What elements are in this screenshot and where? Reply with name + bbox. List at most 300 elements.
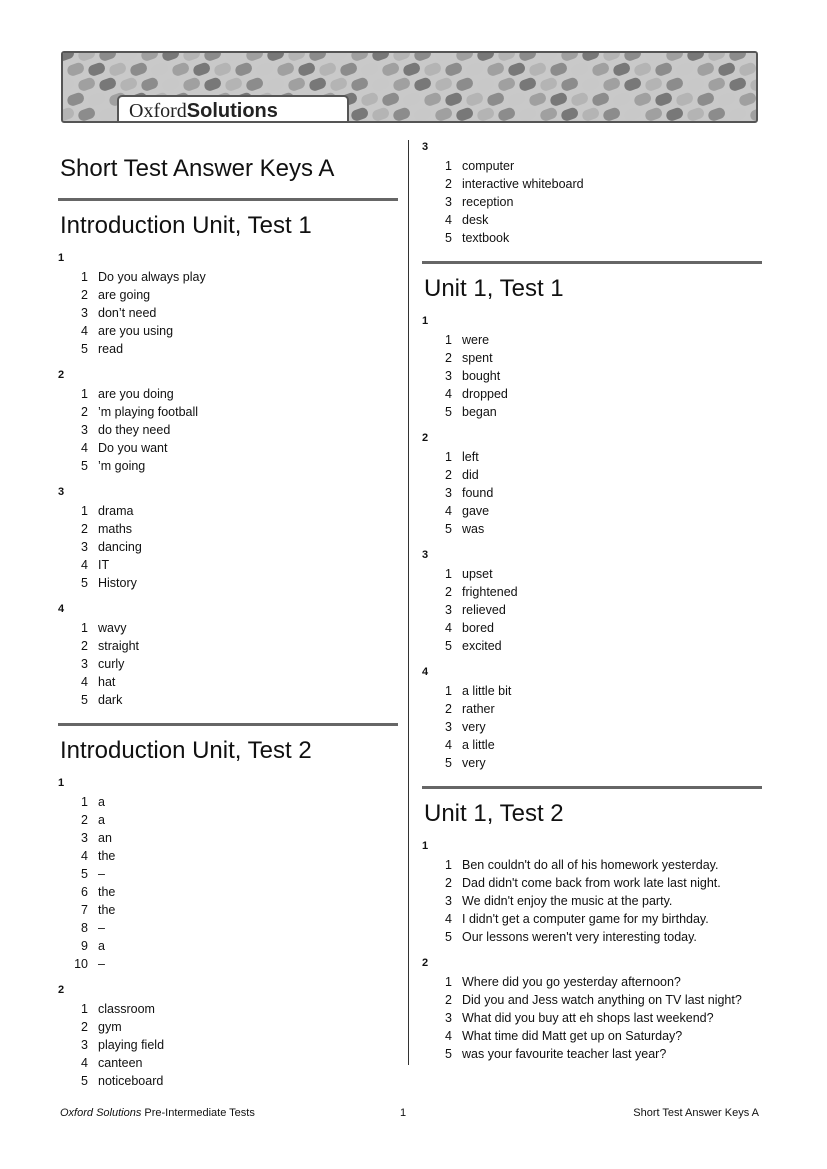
banner-pill: [581, 53, 601, 62]
banner-pill: [381, 61, 401, 77]
answer-item: [58, 937, 398, 955]
banner-pill: [308, 76, 328, 92]
answer-item: [58, 811, 398, 829]
banner-pill: [308, 53, 328, 62]
banner-pill: [192, 61, 212, 77]
answer-list: [422, 973, 762, 1063]
answer-text: a little: [462, 738, 495, 752]
answer-item: [422, 991, 762, 1009]
answer-text: left: [462, 450, 479, 464]
question-section: [422, 431, 762, 538]
question-section: [58, 368, 398, 475]
footer-book-title: [60, 1106, 255, 1120]
answer-number: 1: [445, 450, 452, 464]
answer-item: [58, 1018, 398, 1036]
banner-pill: [623, 106, 643, 122]
banner-pill: [350, 106, 370, 122]
answer-number: 5: [445, 756, 452, 770]
left-column: [58, 130, 398, 1090]
banner-pill: [140, 76, 160, 92]
banner-pill: [686, 106, 706, 122]
banner-pill: [560, 53, 580, 62]
banner-pill: [276, 61, 296, 77]
question-section: [422, 665, 762, 772]
answer-item: [422, 583, 762, 601]
banner-pill: [486, 61, 506, 77]
answer-text: do they need: [98, 423, 171, 437]
banner-pill: [749, 53, 758, 62]
right-units: [422, 261, 762, 1063]
answer-list: [422, 157, 762, 247]
question-section: [58, 602, 398, 709]
answer-item: [422, 892, 762, 910]
unit-heading: Unit 1, Test 2: [424, 800, 564, 827]
answer-item: [422, 601, 762, 619]
banner-pill: [644, 106, 664, 122]
banner-pill: [602, 53, 622, 62]
banner-pill: [119, 53, 139, 62]
banner-pill: [476, 106, 496, 122]
answer-text: an: [98, 831, 112, 845]
answer-item: [58, 574, 398, 592]
answer-number: 5: [445, 639, 452, 653]
answer-list: [422, 856, 762, 946]
footer-series: Oxford Solutions: [60, 1107, 142, 1119]
banner-pill: [129, 61, 149, 77]
answer-number: 2: [445, 993, 452, 1007]
answer-number: 3: [81, 1038, 88, 1052]
question-section: [422, 140, 762, 247]
answer-number: 8: [81, 921, 88, 935]
answer-number: 5: [81, 576, 88, 590]
answer-number: 1: [81, 504, 88, 518]
unit-heading: Unit 1, Test 1: [424, 275, 564, 302]
banner-pill: [224, 76, 244, 92]
banner-pill: [182, 76, 202, 92]
answer-number: 5: [445, 930, 452, 944]
banner-pill: [434, 53, 454, 62]
answer-item: [422, 928, 762, 946]
answer-number: 5: [81, 459, 88, 473]
answer-text: spent: [462, 351, 493, 365]
answer-item: [422, 682, 762, 700]
answer-number: 5: [81, 693, 88, 707]
banner-pill: [675, 61, 695, 77]
answer-number: 3: [445, 1011, 452, 1025]
banner-pill: [287, 76, 307, 92]
answer-number: 4: [81, 324, 88, 338]
answer-number: 2: [81, 639, 88, 653]
banner-pill: [297, 61, 317, 77]
left-units: [58, 198, 398, 1090]
banner-pill: [444, 91, 464, 107]
question-number: 2: [58, 984, 65, 996]
answer-text: the: [98, 849, 116, 863]
answer-text: don’t need: [98, 306, 157, 320]
banner-pill: [171, 61, 191, 77]
answer-number: 4: [445, 912, 452, 926]
banner-pill: [77, 53, 97, 62]
banner-pill: [371, 53, 391, 62]
answer-text: computer: [462, 159, 515, 173]
banner-pill: [686, 76, 706, 92]
answer-number: 5: [445, 231, 452, 245]
banner-pill: [360, 91, 380, 107]
answer-number: 4: [445, 387, 452, 401]
answer-item: [422, 1027, 762, 1045]
answer-item: [422, 175, 762, 193]
banner-pill: [476, 76, 496, 92]
answer-text: drama: [98, 504, 134, 518]
answer-number: 1: [81, 621, 88, 635]
banner-pill: [518, 76, 538, 92]
banner-pill: [686, 53, 706, 62]
answer-text: dark: [98, 693, 123, 707]
section-rule: [58, 198, 398, 201]
answer-item: [58, 1054, 398, 1072]
banner-pill: [255, 61, 275, 77]
banner-pill: [213, 61, 233, 77]
banner-pill: [707, 53, 727, 62]
banner-pill: [161, 53, 181, 62]
banner-pill: [696, 61, 716, 77]
answer-item: [58, 619, 398, 637]
answer-text: ’m playing football: [98, 405, 199, 419]
banner-pill: [423, 91, 443, 107]
footer-section-title: Short Test Answer Keys A: [633, 1107, 759, 1119]
banner-pill: [371, 76, 391, 92]
answer-item: [58, 286, 398, 304]
answer-number: 2: [445, 702, 452, 716]
banner-pill: [591, 91, 611, 107]
oxford-solutions-logo: [117, 95, 349, 123]
banner-pill: [161, 76, 181, 92]
answer-item: [58, 1072, 398, 1090]
banner-pill: [570, 91, 590, 107]
answer-text: canteen: [98, 1056, 143, 1070]
banner-pill: [549, 91, 569, 107]
answer-list: [58, 268, 398, 358]
banner-pill: [581, 76, 601, 92]
answer-item: [422, 973, 762, 991]
answer-text: What did you buy att eh shops last weekend?: [462, 1011, 714, 1025]
answer-item: [422, 736, 762, 754]
banner-pill: [455, 76, 475, 92]
banner-pill: [63, 106, 76, 122]
banner-pill: [245, 76, 265, 92]
answer-text: excited: [462, 639, 502, 653]
banner-pill: [182, 53, 202, 62]
answer-list: [58, 793, 398, 973]
answer-item: [58, 847, 398, 865]
answer-text: –: [98, 921, 105, 935]
answer-number: 3: [81, 657, 88, 671]
answer-text: Do you always play: [98, 270, 206, 284]
answer-text: are you using: [98, 324, 174, 338]
answer-number: 3: [81, 540, 88, 554]
banner-pill: [612, 61, 632, 77]
answer-item: [422, 229, 762, 247]
answer-number: 4: [81, 558, 88, 572]
answer-list: [58, 1000, 398, 1090]
answer-item: [422, 520, 762, 538]
banner-pill: [371, 106, 391, 122]
banner-pill: [539, 76, 559, 92]
answer-text: were: [462, 333, 490, 347]
banner-pill: [381, 91, 401, 107]
answer-item: [422, 874, 762, 892]
answer-text: Do you want: [98, 441, 168, 455]
answer-text: gym: [98, 1020, 122, 1034]
answer-text: Dad didn't come back from work late last night.: [462, 876, 721, 890]
banner-pill: [140, 53, 160, 62]
answer-text: maths: [98, 522, 133, 536]
answer-item: [58, 439, 398, 457]
answer-item: [58, 955, 398, 973]
answer-number: 1: [445, 333, 452, 347]
banner-pill: [329, 53, 349, 62]
continued-section: [422, 140, 762, 247]
banner-pill: [66, 91, 86, 107]
answer-item: [58, 538, 398, 556]
banner-pill: [455, 106, 475, 122]
answer-number: 1: [445, 567, 452, 581]
answer-list: [58, 502, 398, 592]
banner-pill: [455, 53, 475, 62]
answer-item: [58, 829, 398, 847]
question-number: 1: [422, 315, 429, 327]
answer-item: [422, 367, 762, 385]
banner-pill: [581, 106, 601, 122]
answer-number: 2: [81, 813, 88, 827]
answer-number: 4: [81, 675, 88, 689]
answer-number: 2: [81, 1020, 88, 1034]
answer-number: 3: [81, 423, 88, 437]
answer-text: bought: [462, 369, 501, 383]
answer-text: relieved: [462, 603, 506, 617]
answer-item: [422, 718, 762, 736]
answer-text: did: [462, 468, 479, 482]
answer-number: 2: [81, 288, 88, 302]
answer-item: [422, 700, 762, 718]
banner-pill: [665, 53, 685, 62]
answer-text: reception: [462, 195, 514, 209]
answer-number: 4: [81, 441, 88, 455]
banner-pill: [465, 91, 485, 107]
answer-text: read: [98, 342, 124, 356]
answer-item: [58, 673, 398, 691]
answer-text: IT: [98, 558, 110, 572]
banner-pill: [612, 91, 632, 107]
banner-pill: [203, 76, 223, 92]
answer-text: are you doing: [98, 387, 174, 401]
answer-item: [422, 484, 762, 502]
answer-item: [58, 883, 398, 901]
banner-pill: [108, 61, 128, 77]
banner-pill: [497, 76, 517, 92]
banner-pill: [87, 61, 107, 77]
answer-number: 2: [445, 468, 452, 482]
answer-item: [58, 901, 398, 919]
answer-number: 2: [445, 177, 452, 191]
logo-regular: Oxford: [129, 100, 187, 122]
banner-pill: [402, 91, 422, 107]
banner-pill: [497, 106, 517, 122]
banner-pill: [539, 53, 559, 62]
answer-text: ’m going: [98, 459, 146, 473]
answer-text: dancing: [98, 540, 142, 554]
answer-text: a: [98, 795, 105, 809]
answer-item: [58, 421, 398, 439]
banner-pill: [528, 91, 548, 107]
answer-item: [422, 385, 762, 403]
answer-text: gave: [462, 504, 490, 518]
answer-item: [58, 919, 398, 937]
answer-number: 4: [445, 213, 452, 227]
answer-text: wavy: [98, 621, 127, 635]
page-number: 1: [400, 1107, 407, 1119]
answer-number: 1: [81, 270, 88, 284]
answer-text: began: [462, 405, 497, 419]
banner-pill: [234, 61, 254, 77]
column-divider: [408, 140, 409, 1065]
banner-pill: [633, 61, 653, 77]
banner-pill: [245, 53, 265, 62]
answer-text: a: [98, 939, 105, 953]
banner-pill: [728, 76, 748, 92]
banner-pill: [87, 91, 107, 107]
banner-pill: [77, 106, 97, 122]
answer-number: 3: [445, 486, 452, 500]
unit-heading: Introduction Unit, Test 2: [60, 737, 312, 764]
banner-pill: [728, 53, 748, 62]
banner-pill: [602, 76, 622, 92]
banner-pill: [203, 53, 223, 62]
answer-text: upset: [462, 567, 493, 581]
answer-number: 5: [81, 867, 88, 881]
answer-list: [58, 619, 398, 709]
question-number: 3: [58, 486, 65, 498]
page-title: Short Test Answer Keys A: [60, 155, 335, 182]
banner-pill: [350, 76, 370, 92]
answer-list: [422, 331, 762, 421]
answer-item: [58, 637, 398, 655]
banner-pill: [528, 61, 548, 77]
banner-pill: [413, 106, 433, 122]
answer-text: We didn't enjoy the music at the party.: [462, 894, 673, 908]
answer-text: playing field: [98, 1038, 165, 1052]
answer-number: 2: [445, 585, 452, 599]
answer-item: [58, 556, 398, 574]
answer-text: classroom: [98, 1002, 155, 1016]
answer-item: [422, 619, 762, 637]
answer-item: [422, 565, 762, 583]
section-rule: [58, 723, 398, 726]
answer-text: bored: [462, 621, 494, 635]
banner-pill: [392, 76, 412, 92]
answer-text: curly: [98, 657, 125, 671]
header-banner: [61, 51, 758, 123]
answer-text: straight: [98, 639, 139, 653]
banner-pill: [350, 53, 370, 62]
question-number: 1: [422, 840, 429, 852]
answer-number: 3: [445, 720, 452, 734]
answer-item: [422, 637, 762, 655]
banner-pill: [476, 53, 496, 62]
question-section: [422, 548, 762, 655]
answer-text: desk: [462, 213, 489, 227]
banner-pill: [707, 106, 727, 122]
banner-pill: [119, 76, 139, 92]
banner-pill: [560, 76, 580, 92]
banner-pill: [360, 61, 380, 77]
banner-pill: [644, 76, 664, 92]
banner-pill: [654, 91, 674, 107]
banner-pill: [150, 61, 170, 77]
banner-pill: [266, 76, 286, 92]
question-number: 3: [422, 549, 429, 561]
answer-text: rather: [462, 702, 495, 716]
answer-item: [422, 448, 762, 466]
answer-number: 1: [445, 975, 452, 989]
answer-number: 2: [81, 405, 88, 419]
answer-item: [422, 349, 762, 367]
banner-pill: [560, 106, 580, 122]
answer-text: I didn't get a computer game for my birthday.: [462, 912, 709, 926]
question-number: 1: [58, 252, 65, 264]
banner-pill: [413, 76, 433, 92]
answer-item: [58, 403, 398, 421]
banner-pill: [392, 53, 412, 62]
answer-item: [422, 1009, 762, 1027]
answer-number: 1: [445, 858, 452, 872]
answer-number: 3: [445, 603, 452, 617]
answer-number: 3: [445, 894, 452, 908]
answer-number: 4: [81, 1056, 88, 1070]
answer-text: Where did you go yesterday afternoon?: [462, 975, 681, 989]
answer-number: 5: [445, 405, 452, 419]
answer-number: 2: [445, 351, 452, 365]
answer-number: 3: [445, 195, 452, 209]
answer-number: 6: [81, 885, 88, 899]
banner-pill: [486, 91, 506, 107]
logo-bold: Solutions: [186, 100, 278, 122]
banner-pill: [728, 106, 748, 122]
answer-text: History: [98, 576, 137, 590]
banner-pill: [224, 53, 244, 62]
answer-list: [422, 682, 762, 772]
answer-item: [58, 793, 398, 811]
banner-pill: [392, 106, 412, 122]
answer-item: [58, 1036, 398, 1054]
answer-text: the: [98, 885, 116, 899]
banner-pill: [738, 61, 758, 77]
banner-pill: [507, 61, 527, 77]
answer-number: 4: [445, 1029, 452, 1043]
answer-item: [422, 754, 762, 772]
banner-pill: [749, 76, 758, 92]
answer-text: Our lessons weren't very interesting today.: [462, 930, 697, 944]
answer-item: [58, 691, 398, 709]
banner-pill: [63, 76, 76, 92]
answer-item: [422, 856, 762, 874]
answer-list: [58, 385, 398, 475]
banner-pill: [696, 91, 716, 107]
banner-pill: [707, 76, 727, 92]
answer-item: [422, 502, 762, 520]
banner-pill: [591, 61, 611, 77]
banner-pill: [717, 61, 737, 77]
